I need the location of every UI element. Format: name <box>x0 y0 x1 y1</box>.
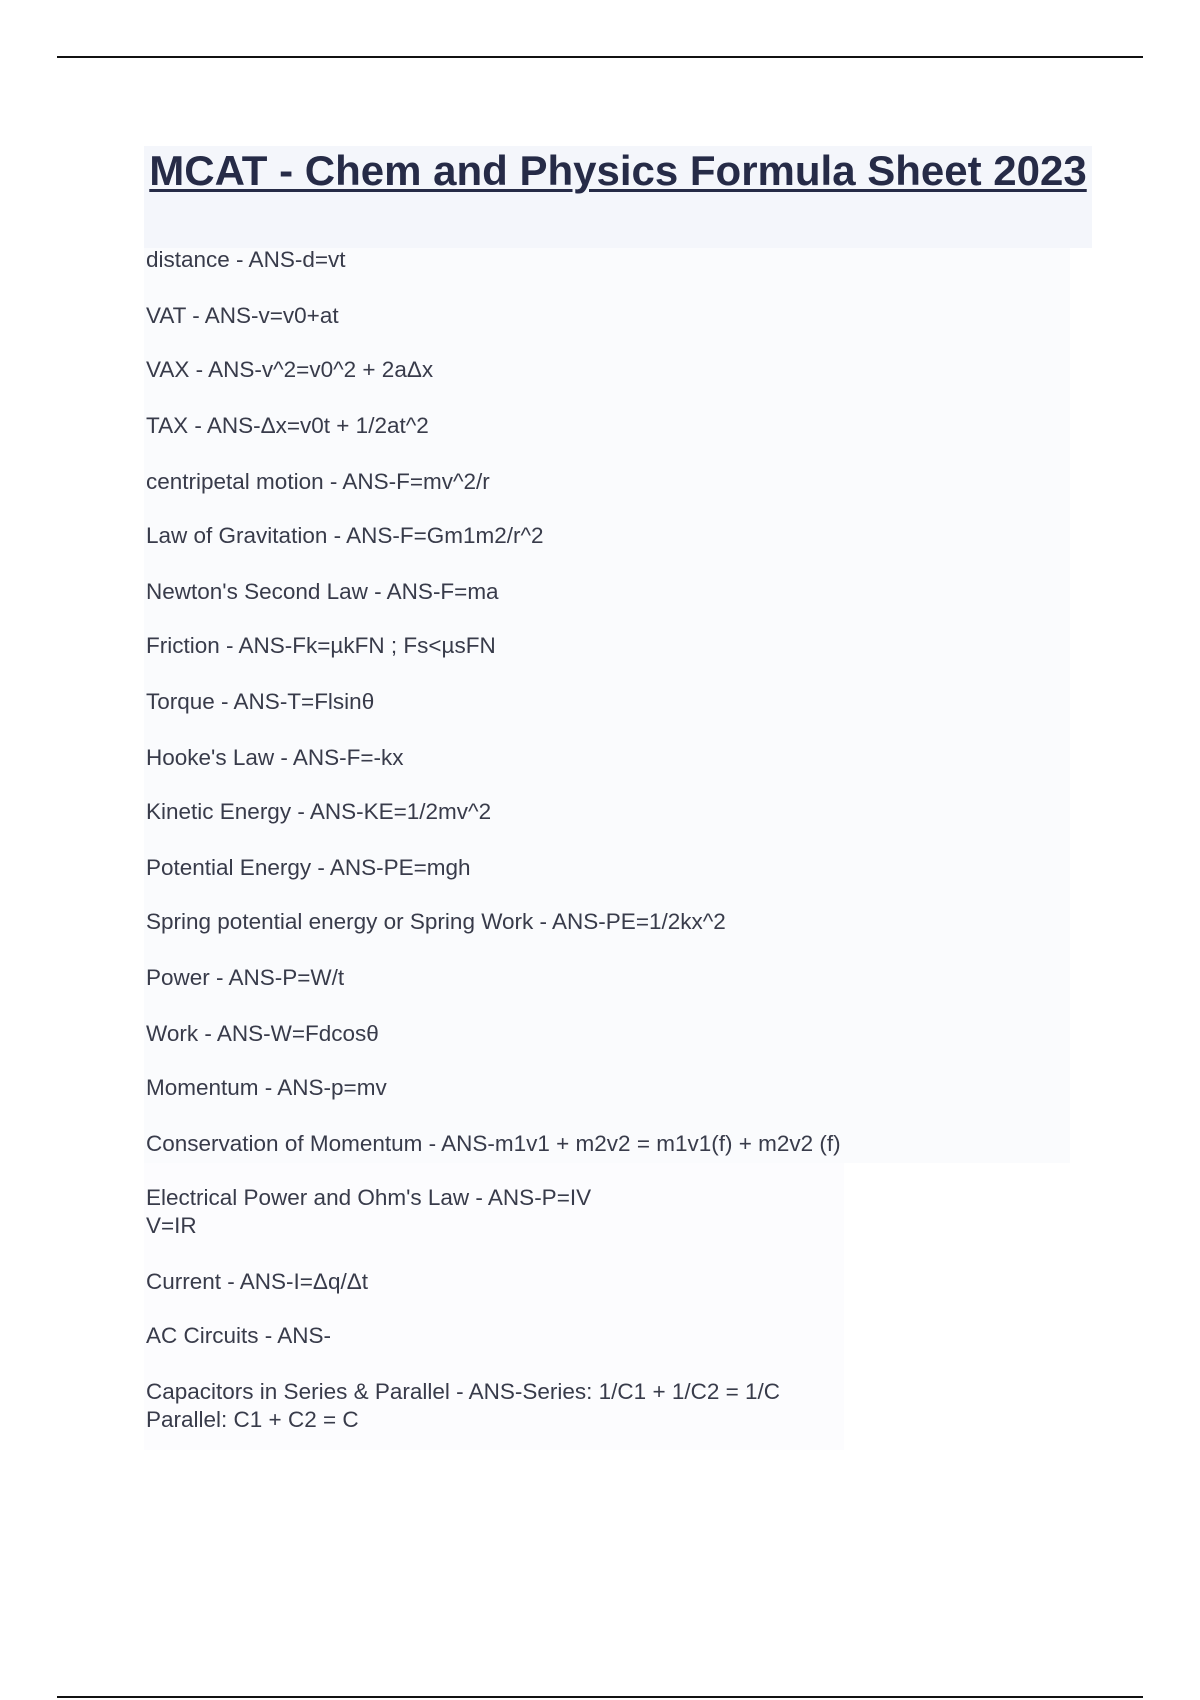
formula-entry: centripetal motion - ANS-F=mv^2/r <box>146 469 490 494</box>
formula-entry: Spring potential energy or Spring Work - ANS-PE=1/2kx^2 <box>146 909 726 934</box>
formula-entry: Torque - ANS-T=Flsinθ <box>146 689 375 714</box>
formula-entry: Conservation of Momentum - ANS-m1v1 + m2v2 = m1v1(f) + m2v2 (f) <box>146 1131 841 1156</box>
formula-entry: Kinetic Energy - ANS-KE=1/2mv^2 <box>146 799 492 824</box>
formula-entry: TAX - ANS-Δx=v0t + 1/2at^2 <box>146 413 429 438</box>
formula-entry: Capacitors in Series & Parallel - ANS-Series: 1/C1 + 1/C2 = 1/C Parallel: C1 + C2 = C <box>146 1379 781 1432</box>
top-rule <box>57 56 1143 58</box>
formula-entry: Current - ANS-I=Δq/Δt <box>146 1269 369 1294</box>
formula-entry: Momentum - ANS-p=mv <box>146 1075 387 1100</box>
formula-entry: Hooke's Law - ANS-F=-kx <box>146 745 404 770</box>
bottom-rule <box>57 1696 1143 1698</box>
formula-entry: Newton's Second Law - ANS-F=ma <box>146 579 499 604</box>
formula-entry: VAX - ANS-v^2=v0^2 + 2aΔx <box>146 357 434 382</box>
formula-entry: Electrical Power and Ohm's Law - ANS-P=IV V=IR <box>146 1185 592 1238</box>
formula-entry: distance - ANS-d=vt <box>146 247 346 272</box>
formula-entry: Friction - ANS-Fk=µkFN ; Fs<µsFN <box>146 633 496 658</box>
formula-entry: Potential Energy - ANS-PE=mgh <box>146 855 471 880</box>
page-title: MCAT - Chem and Physics Formula Sheet 2023 <box>149 147 1087 194</box>
formula-entry: Law of Gravitation - ANS-F=Gm1m2/r^2 <box>146 523 544 548</box>
formula-entry: VAT - ANS-v=v0+at <box>146 303 339 328</box>
formula-entry: Work - ANS-W=Fdcosθ <box>146 1021 379 1046</box>
formula-entry: Power - ANS-P=W/t <box>146 965 345 990</box>
formula-entry: AC Circuits - ANS- <box>146 1323 332 1348</box>
title-banner <box>144 146 1092 248</box>
